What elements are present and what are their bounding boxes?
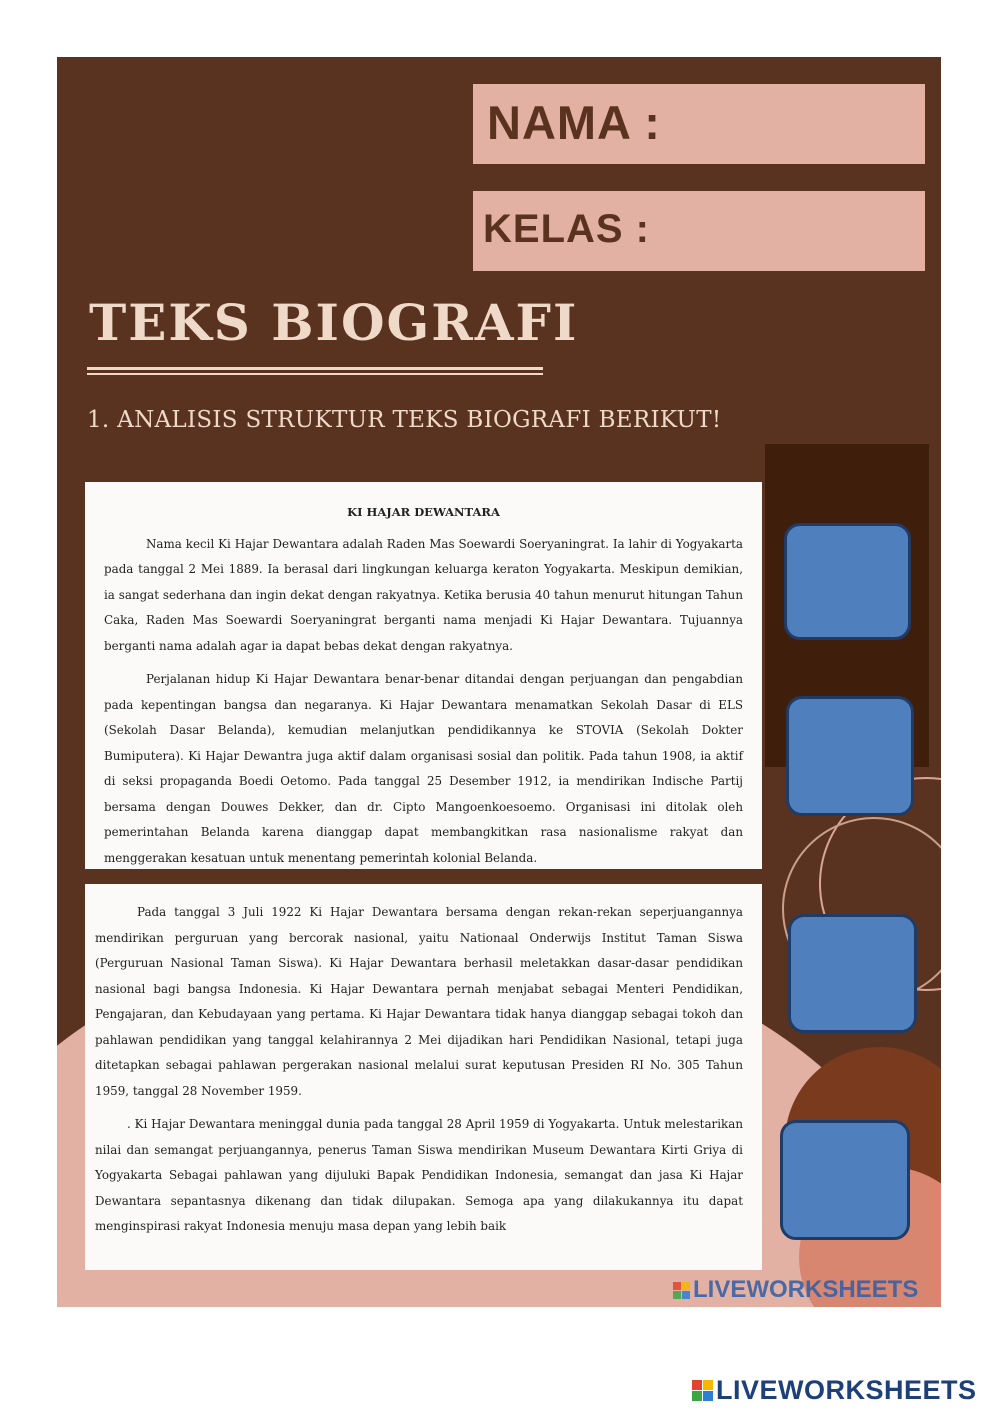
paragraph-2: Perjalanan hidup Ki Hajar Dewantara benar-benar ditandai dengan perjuangan dan pengabdian pada kepentingan bangsa dan negaranya. Ki Hajar Dewantara menamatkan Sekolah Dasar di ELS (Sekolah Dasar Belanda), kemudian melanjutkan pendidikannya ke STOVIA (Sekolah Dokter Bumiputera). Ki Hajar Dewantra juga aktif dalam organisasi sosial dan politik. Pada tahun 1908, ia aktif di seksi propaganda Boedi Oetomo. Pada tanggal 25 Desember 1912, ia mendirikan Indische Partij bersama dengan Douwes Dekker, dan dr. Cipto Mangoenkoesoemo. Organisasi ini ditolak oleh pemerintahan Belanda karena dianggap dapat membangkitkan rasa nasionalisme rakyat dan menggerakan kesatuan untuk menentang pemerintah kolonial Belanda. bbox=[104, 672, 743, 865]
text-heading: KI HAJAR DEWANTARA bbox=[347, 505, 500, 519]
footer-logo-text: LIVEWORKSHEETS bbox=[716, 1375, 977, 1405]
liveworksheets-icon bbox=[692, 1380, 713, 1401]
title-underline-bottom bbox=[87, 373, 543, 375]
worksheet-page bbox=[57, 57, 941, 1307]
inner-liveworksheets-logo bbox=[673, 1276, 918, 1304]
inner-logo-text: LIVEWORKSHEETS bbox=[693, 1276, 919, 1303]
text-panel-1 bbox=[85, 482, 762, 869]
answer-box-3[interactable] bbox=[788, 914, 917, 1033]
answer-box-2[interactable] bbox=[786, 696, 914, 816]
paragraph-4: . Ki Hajar Dewantara meninggal dunia pada tanggal 28 April 1959 di Yogyakarta. Untuk melestarikan nilai dan semangat perjuangannya, penerus Taman Siswa mendirikan Museum Dewantara Kirti Griya di Yogyakarta Sebagai pahlawan yang dijuluki Bapak Pendidikan Indonesia, semangat dan jasa Ki Hajar Dewantara sepantasnya dikenang dan tidak dilupakan. Semoga apa yang dilakukannya itu dapat menginspirasi rakyat Indonesia menuju masa depan yang lebih baik bbox=[95, 1117, 743, 1233]
liveworksheets-icon bbox=[673, 1282, 690, 1299]
nama-field[interactable] bbox=[473, 84, 925, 164]
page-title: TEKS BIOGRAFI bbox=[89, 293, 579, 352]
answer-box-1[interactable] bbox=[784, 523, 911, 640]
paragraph-1: Nama kecil Ki Hajar Dewantara adalah Raden Mas Soewardi Soeryaningrat. Ia lahir di Yogyakarta pada tanggal 2 Mei 1889. Ia berasal dari lingkungan keluarga keraton Yogyakarta. Meskipun demikian, ia sangat sederhana dan ingin dekat dengan rakyatnya. Ketika berusia 40 tahun menurut hitungan Tahun Caka, Raden Mas Soewardi Soeryaningrat berganti nama menjadi Ki Hajar Dewantara. Tujuannya berganti nama adalah agar ia dapat bebas dekat dengan rakyatnya. bbox=[104, 536, 743, 653]
nama-label: NAMA : bbox=[487, 96, 661, 149]
kelas-label: KELAS : bbox=[483, 207, 650, 251]
paragraph-3: Pada tanggal 3 Juli 1922 Ki Hajar Dewantara bersama dengan rekan-rekan seperjuangannya mendirikan perguruan yang bercorak nasional, yaitu Nationaal Onderwijs Institut Taman Siswa (Perguruan Nasional Taman Siswa). Ki Hajar Dewantara berhasil meletakkan dasar-dasar pendidikan nasional bagi bangsa Indonesia. Ki Hajar Dewantara pernah menjabat sebagai Menteri Pendidikan, Pengajaran, dan Kebudayaan yang pertama. Ki Hajar Dewantara tidak hanya dianggap sebagai tokoh dan pahlawan pendidikan yang tanggal kelahirannya 2 Mei dijadikan hari Pendidikan Nasional, tetapi juga ditetapkan sebagai pahlawan pergerakan nasional melalui surat keputusan Presiden RI No. 305 Tahun 1959, tanggal 28 November 1959. bbox=[95, 905, 743, 1098]
footer-liveworksheets-logo bbox=[692, 1375, 977, 1406]
title-underline-top bbox=[87, 367, 543, 370]
text-panel-2 bbox=[85, 884, 762, 1270]
kelas-field[interactable] bbox=[473, 191, 925, 271]
answer-box-4[interactable] bbox=[780, 1120, 910, 1240]
instruction-text: 1. ANALISIS STRUKTUR TEKS BIOGRAFI BERIKUT! bbox=[87, 407, 722, 433]
